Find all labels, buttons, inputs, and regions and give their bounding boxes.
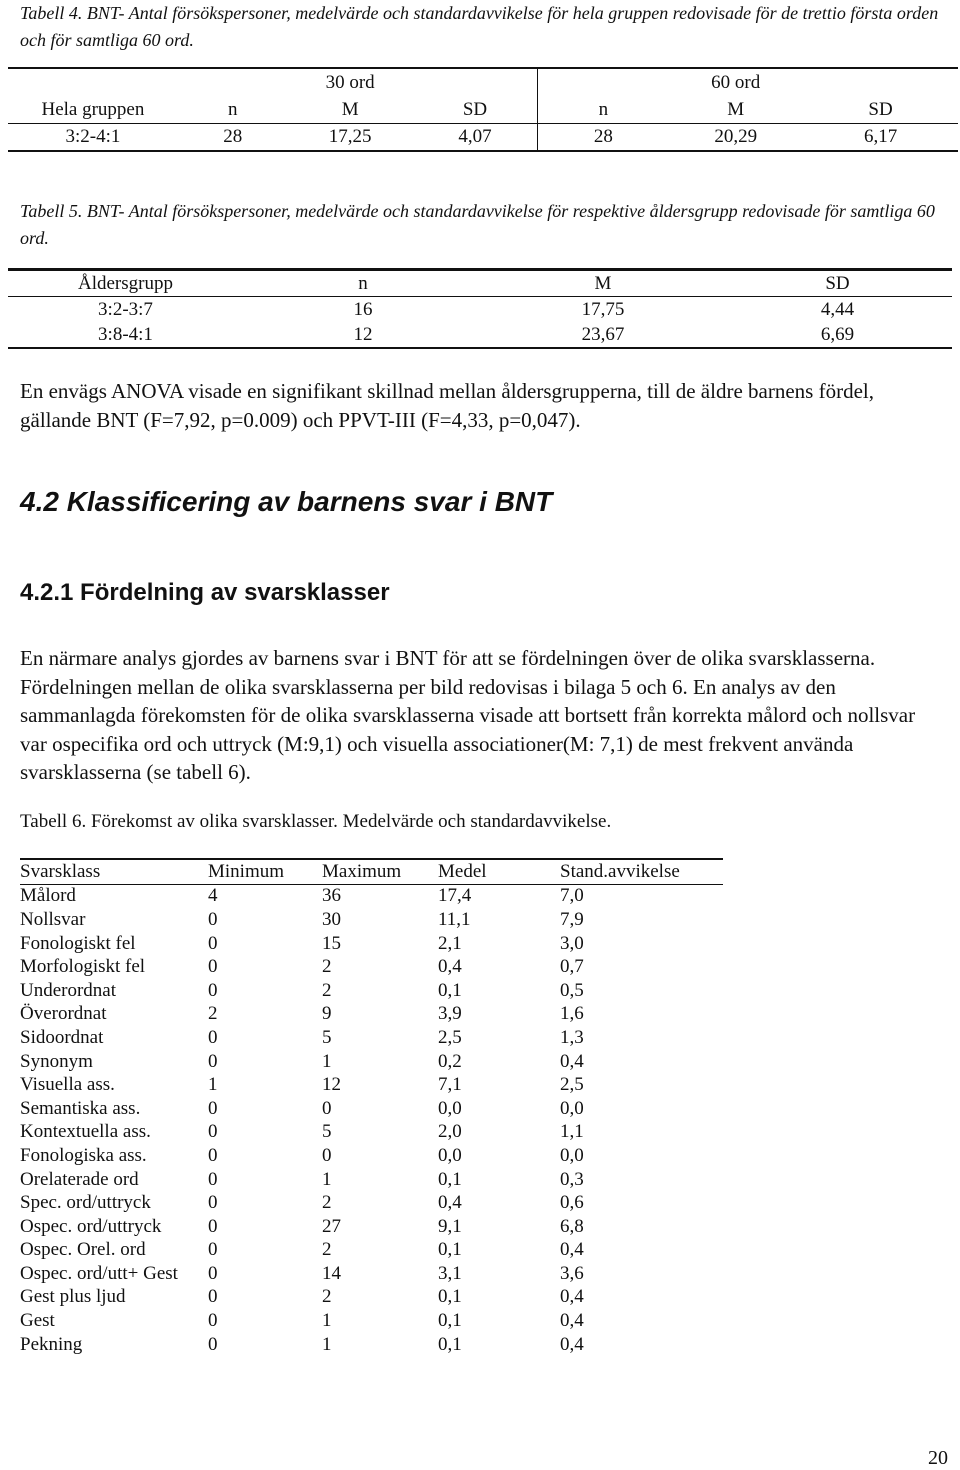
table6-cell: 0 [208, 1215, 218, 1237]
table5-cell: 23,67 [581, 323, 625, 345]
table6-cell: Fonologiskt fel [20, 932, 136, 954]
table6-cell: 3,9 [438, 1003, 462, 1025]
table6-cell: 0 [208, 1121, 218, 1143]
table4-cell: 28 [223, 126, 243, 147]
table6-row [20, 1286, 723, 1310]
table5-cell: 3:2-3:7 [98, 298, 153, 320]
table5 [8, 268, 952, 349]
table6-row [20, 884, 723, 908]
table6-cell: 2,5 [560, 1074, 584, 1096]
page-number: 20 [928, 1447, 948, 1469]
table6-cell: 0,0 [560, 1097, 584, 1119]
table6-cell: Målord [20, 885, 76, 907]
table6-cell: 14 [322, 1262, 341, 1284]
table6-cell: 0,4 [560, 1310, 584, 1332]
table6-cell: 2 [322, 979, 332, 1001]
table6-cell: Gest plus ljud [20, 1286, 126, 1308]
table6-cell: 9 [322, 1003, 332, 1025]
table6-cell: 0 [208, 1310, 218, 1332]
table4-caption: Tabell 4. BNT- Antal försökspersoner, medelvärde och standardavvikelse för hela gruppen redovisade för de trettio första orden och för samtliga 60 ord. [20, 3, 939, 50]
table6-cell: 2 [322, 956, 332, 978]
table5-cell: 17,75 [581, 298, 625, 320]
table6-row [20, 932, 723, 956]
table6-cell: 2 [322, 1239, 332, 1261]
table6-header-cell: Svarsklass [20, 859, 208, 884]
table6-cell: 0 [322, 1144, 332, 1166]
table6-cell: 1 [322, 1168, 332, 1190]
table6-cell: 11,1 [438, 908, 471, 930]
table4-header-cell: M [288, 97, 413, 124]
table6-row [20, 1262, 723, 1286]
table6-cell: 0,4 [560, 1333, 584, 1355]
table4-header-cell: SD [803, 97, 958, 124]
table6-row [20, 1215, 723, 1239]
table6-row [20, 1239, 723, 1263]
table6-cell: 0,4 [560, 1239, 584, 1261]
table6-cell: 27 [322, 1215, 341, 1237]
table6-cell: 2,5 [438, 1026, 462, 1048]
table6-cell: Ospec. Orel. ord [20, 1239, 146, 1261]
table6-cell: Ospec. ord/utt+ Gest [20, 1262, 178, 1284]
table6-cell: 0,2 [438, 1050, 462, 1072]
table6-cell: 17,4 [438, 885, 472, 907]
table6-cell: Fonologiska ass. [20, 1144, 147, 1166]
table6-cell: 0,0 [438, 1144, 462, 1166]
table5-cell: 16 [353, 298, 373, 320]
table6-cell: Semantiska ass. [20, 1097, 141, 1119]
table6-cell: 5 [322, 1026, 332, 1048]
table6-cell: Kontextuella ass. [20, 1121, 151, 1143]
table6-cell: Sidoordnat [20, 1026, 104, 1048]
table4-cell: 17,25 [328, 126, 372, 147]
table6-cell: 1,6 [560, 1003, 584, 1025]
table5-header-cell: M [483, 270, 723, 297]
table6-cell: 0 [208, 1168, 218, 1190]
table6-cell: Synonym [20, 1050, 93, 1072]
table6-cell: Orelaterade ord [20, 1168, 139, 1190]
table6-row [20, 955, 723, 979]
analysis-paragraph: En närmare analys gjordes av barnens svar i BNT för att se fördelningen över de olika svarsklasserna. Fördelningen mellan de olika svarsklasserna per bild redovisas i bilaga 5 och 6. En analys av den sammanlagda förekomsten för de olika svarsklasserna visade att bortsett från korrekta målord och nollsvar var ospecifika ord och uttryck (M:9,1) och visuella associationer(M: 7,1) de mest frekvent använda svarsklasserna (se tabell 6). [20, 646, 916, 784]
table6-cell: 30 [322, 908, 341, 930]
table6-header-cell: Minimum [208, 859, 322, 884]
table6-cell: 1 [208, 1074, 218, 1096]
table6-cell: 2,0 [438, 1121, 462, 1143]
table6-cell: 2 [322, 1192, 332, 1214]
table6-row [20, 1121, 723, 1145]
table6-row [20, 1026, 723, 1050]
table6-header-cell: Medel [438, 859, 560, 884]
table4 [8, 67, 958, 152]
table5-cell: 6,69 [820, 323, 855, 345]
table6-cell: 2,1 [438, 932, 462, 954]
table4-header-cell: Hela gruppen [8, 97, 178, 124]
table6-row [20, 908, 723, 932]
table5-row [8, 297, 952, 323]
table4-cell: 28 [538, 124, 668, 152]
table6-row [20, 1144, 723, 1168]
table5-cell: 12 [353, 323, 373, 345]
table6-cell: 0 [208, 1262, 218, 1284]
table6-cell: 12 [322, 1074, 341, 1096]
table6-row [20, 1191, 723, 1215]
table4-group-header-30: 30 ord [325, 72, 375, 93]
table6-row [20, 979, 723, 1003]
table4-header-cell: n [178, 97, 288, 124]
anova-paragraph: En envägs ANOVA visade en signifikant skillnad mellan åldersgrupperna, till de äldre barnens fördel, gällande BNT (F=7,92, p=0.009) och PPVT-III (F=4,33, p=0,047). [20, 379, 874, 432]
table6-cell: Gest [20, 1310, 55, 1332]
table6-row [20, 1168, 723, 1192]
table4-header-cell: n [538, 97, 668, 124]
table6-cell: 0,0 [560, 1144, 584, 1166]
table6-cell: 0 [208, 1333, 218, 1355]
table6-cell: 0,4 [560, 1050, 584, 1072]
table4-row [8, 124, 958, 152]
table4-cell: 20,29 [714, 126, 758, 147]
table6-cell: 2 [208, 1003, 218, 1025]
table6-cell: 3,6 [560, 1262, 584, 1284]
table6-cell: 0,6 [560, 1192, 584, 1214]
table6-cell: 0,1 [438, 1286, 462, 1308]
table6 [20, 858, 723, 1356]
section-heading-4-2-1: 4.2.1 Fördelning av svarsklasser [20, 579, 390, 606]
table4-cell: 4,07 [458, 126, 492, 147]
table6-row [20, 1003, 723, 1027]
table6-header-cell: Stand.avvikelse [560, 859, 723, 884]
table6-cell: 0,3 [560, 1168, 584, 1190]
table6-cell: 0,1 [438, 1239, 462, 1261]
table6-cell: 1 [322, 1333, 332, 1355]
table6-cell: 7,0 [560, 885, 584, 907]
table6-cell: 0,1 [438, 979, 462, 1001]
table6-row [20, 1333, 723, 1357]
table6-cell: 1 [322, 1310, 332, 1332]
table6-cell: 0,7 [560, 956, 584, 978]
table6-cell: 0,1 [438, 1310, 462, 1332]
table6-cell: 6,8 [560, 1215, 584, 1237]
table6-cell: Underordnat [20, 979, 117, 1001]
table5-cell: 3:8-4:1 [98, 323, 153, 345]
table6-caption: Tabell 6. Förekomst av olika svarsklasser. Medelvärde och standardavvikelse. [20, 811, 612, 832]
table6-cell: 1,3 [560, 1026, 584, 1048]
table6-cell: Spec. ord/uttryck [20, 1192, 151, 1214]
table6-cell: 7,1 [438, 1074, 462, 1096]
table6-cell: 0,0 [438, 1097, 462, 1119]
table6-cell: 0 [208, 1239, 218, 1261]
table6-cell: 36 [322, 885, 341, 907]
table6-cell: 0 [208, 1144, 218, 1166]
table6-cell: Visuella ass. [20, 1074, 115, 1096]
table6-cell: 0 [208, 1286, 218, 1308]
table6-cell: 3,1 [438, 1262, 462, 1284]
table6-cell: 0,4 [438, 956, 462, 978]
table5-cell: 4,44 [820, 298, 855, 320]
section-heading-4-2: 4.2 Klassificering av barnens svar i BNT [20, 486, 553, 517]
table6-cell: 0,4 [560, 1286, 584, 1308]
table6-cell: Morfologiskt fel [20, 956, 146, 978]
table6-row [20, 1073, 723, 1097]
table6-cell: 0,1 [438, 1168, 462, 1190]
table6-cell: 0 [208, 932, 218, 954]
table6-row [20, 1097, 723, 1121]
table6-cell: 7,9 [560, 908, 584, 930]
table6-cell: 0 [322, 1097, 332, 1119]
table6-cell: 4 [208, 885, 218, 907]
table6-cell: 9,1 [438, 1215, 462, 1237]
table4-cell: 3:2-4:1 [65, 126, 121, 147]
table4-cell: 6,17 [863, 126, 898, 147]
table6-cell: 1 [322, 1050, 332, 1072]
table5-row [8, 322, 952, 348]
table6-cell: 5 [322, 1121, 332, 1143]
table6-cell: 15 [322, 932, 341, 954]
table6-row [20, 1309, 723, 1333]
table6-cell: 0 [208, 1026, 218, 1048]
table6-cell: 0 [208, 908, 218, 930]
table6-cell: Ospec. ord/uttryck [20, 1215, 162, 1237]
table5-header-cell: n [243, 270, 483, 297]
table5-header-cell: SD [723, 270, 952, 297]
table6-header-cell: Maximum [322, 859, 438, 884]
table6-cell: 0 [208, 1050, 218, 1072]
table6-cell: 0,5 [560, 979, 584, 1001]
table4-group-header-60: 60 ord [711, 72, 761, 93]
table6-cell: 0 [208, 979, 218, 1001]
table6-cell: 0 [208, 1192, 218, 1214]
table4-header-cell: SD [413, 97, 538, 124]
table6-cell: 3,0 [560, 932, 584, 954]
table5-caption: Tabell 5. BNT- Antal försökspersoner, medelvärde och standardavvikelse för respektive åldersgrupp redovisade för samtliga 60 ord. [20, 201, 935, 248]
table6-cell: 0,4 [438, 1192, 462, 1214]
table6-cell: 0 [208, 956, 218, 978]
table6-cell: Nollsvar [20, 908, 86, 930]
table5-header-cell: Åldersgrupp [8, 270, 243, 297]
table6-cell: 1,1 [560, 1121, 584, 1143]
table6-cell: 0,1 [438, 1333, 462, 1355]
table6-cell: 2 [322, 1286, 332, 1308]
table6-cell: Pekning [20, 1333, 83, 1355]
table6-cell: 0 [208, 1097, 218, 1119]
table6-cell: Överordnat [20, 1003, 107, 1025]
table4-header-cell: M [668, 97, 803, 124]
table6-row [20, 1050, 723, 1074]
